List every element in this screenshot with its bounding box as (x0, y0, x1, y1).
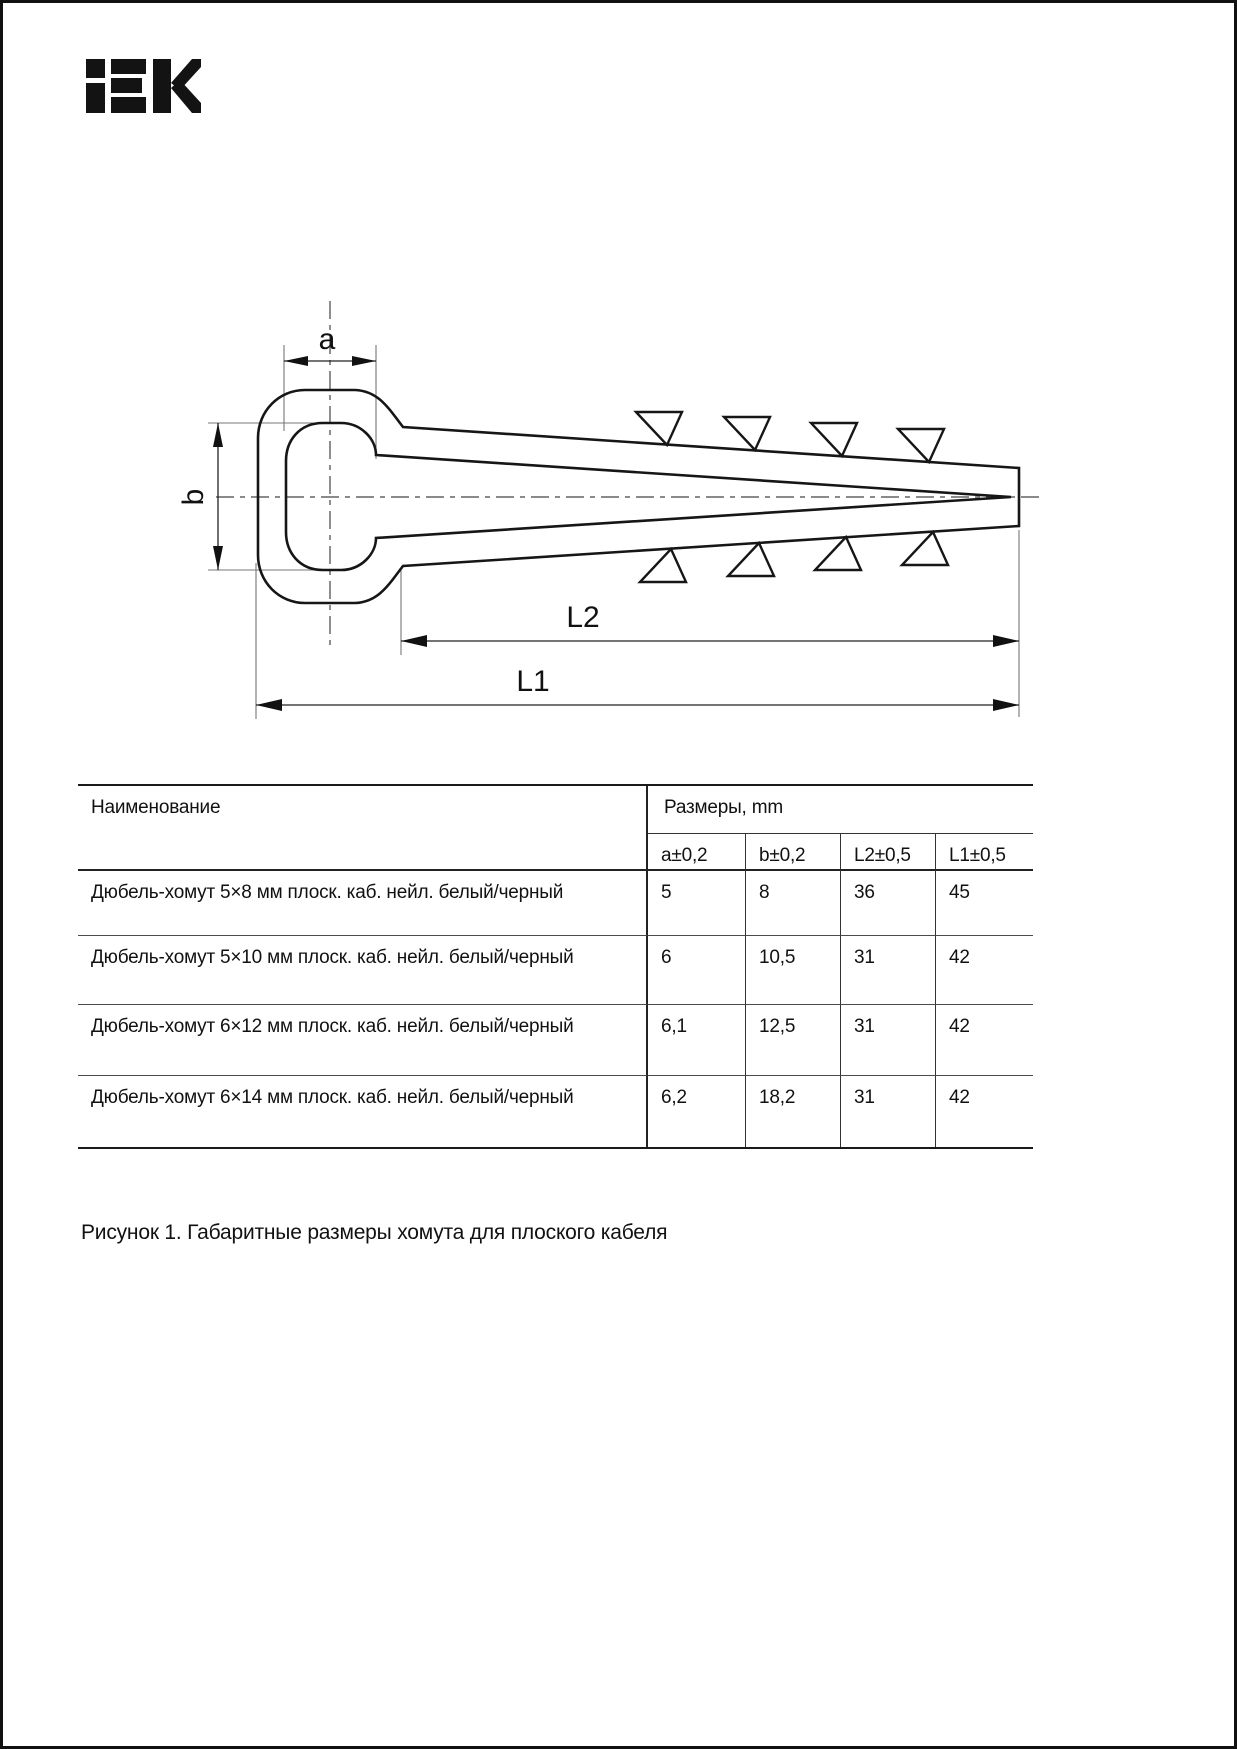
dimensions-table (78, 784, 1033, 1149)
logo-k-stem (153, 59, 171, 113)
subheader-l1: L1±0,5 (936, 834, 1033, 871)
logo-i-dot (86, 59, 105, 78)
dimension-a (284, 323, 376, 366)
arrowhead-left-icon (256, 699, 282, 711)
dim-b-cell: 18,2 (746, 1076, 841, 1147)
column-header-dimensions: Размеры, mm (648, 786, 1033, 834)
dim-l2-cell: 36 (841, 871, 936, 936)
logo-e-bar-mid (111, 78, 142, 93)
dim-b-label: b (177, 488, 210, 506)
dim-l1-label: L1 (516, 665, 550, 698)
arrowhead-up-icon (213, 423, 223, 447)
logo-i-stem (86, 83, 105, 113)
dim-b-cell: 10,5 (746, 936, 841, 1005)
dim-l1-cell: 42 (949, 1087, 970, 1108)
column-header-name: Наименование (78, 786, 648, 871)
dim-l1-cell: 42 (936, 936, 1033, 1005)
barb-icon (898, 429, 944, 462)
dimension-l2 (401, 601, 1019, 647)
barb-icon (640, 549, 686, 582)
barbs-top-row (636, 412, 944, 462)
iek-logo (83, 55, 203, 115)
product-name-cell: Дюбель-хомут 5×8 мм плоск. каб. нейл. белый/черный (78, 871, 648, 936)
product-name-cell: Дюбель-хомут 6×12 мм плоск. каб. нейл. белый/черный (78, 1005, 648, 1076)
dim-b-cell: 12,5 (746, 1005, 841, 1076)
dim-l1-cell: 42 (936, 1005, 1033, 1076)
barb-icon (902, 532, 948, 565)
product-name-cell: Дюбель-хомут 6×14 мм плоск. каб. нейл. белый/черный (78, 1076, 648, 1147)
product-name-cell: Дюбель-хомут 5×10 мм плоск. каб. нейл. белый/черный (78, 936, 648, 1005)
dim-l1-cell: 45 (936, 871, 1033, 936)
dimension-l1 (256, 665, 1019, 711)
dim-a-cell: 6,2 (648, 1076, 746, 1147)
dim-a-cell: 6 (648, 936, 746, 1005)
dim-l2-cell: 31 (841, 1076, 936, 1147)
arrowhead-down-icon (213, 546, 223, 570)
dim-b-cell: 8 (746, 871, 841, 936)
technical-drawing (3, 273, 1237, 743)
dim-l2-label: L2 (566, 601, 600, 634)
dim-l2-cell: 31 (841, 936, 936, 1005)
barb-icon (811, 423, 857, 456)
dim-l2-cell: 31 (841, 1005, 936, 1076)
barb-icon (636, 412, 682, 445)
dim-a-label: a (318, 323, 336, 356)
figure-caption: Рисунок 1. Габаритные размеры хомута для плоского кабеля (81, 1221, 668, 1244)
barb-icon (815, 537, 861, 570)
arrowhead-right-icon (993, 635, 1019, 647)
logo-e-bar-bottom (111, 97, 146, 113)
extension-lines (208, 345, 1019, 719)
dim-a-cell: 5 (648, 871, 746, 936)
arrowhead-left-icon (284, 356, 308, 366)
subheader-a: a±0,2 (648, 834, 746, 871)
barb-icon (724, 417, 770, 450)
arrowhead-right-icon (352, 356, 376, 366)
arrowhead-left-icon (401, 635, 427, 647)
arrowhead-right-icon (993, 699, 1019, 711)
logo-k-lower-arm (171, 80, 201, 113)
logo-e-bar-top (111, 59, 146, 74)
barb-icon (728, 543, 774, 576)
dim-a-cell: 6,1 (648, 1005, 746, 1076)
subheader-l2: L2±0,5 (841, 834, 936, 871)
subheader-b: b±0,2 (746, 834, 841, 871)
